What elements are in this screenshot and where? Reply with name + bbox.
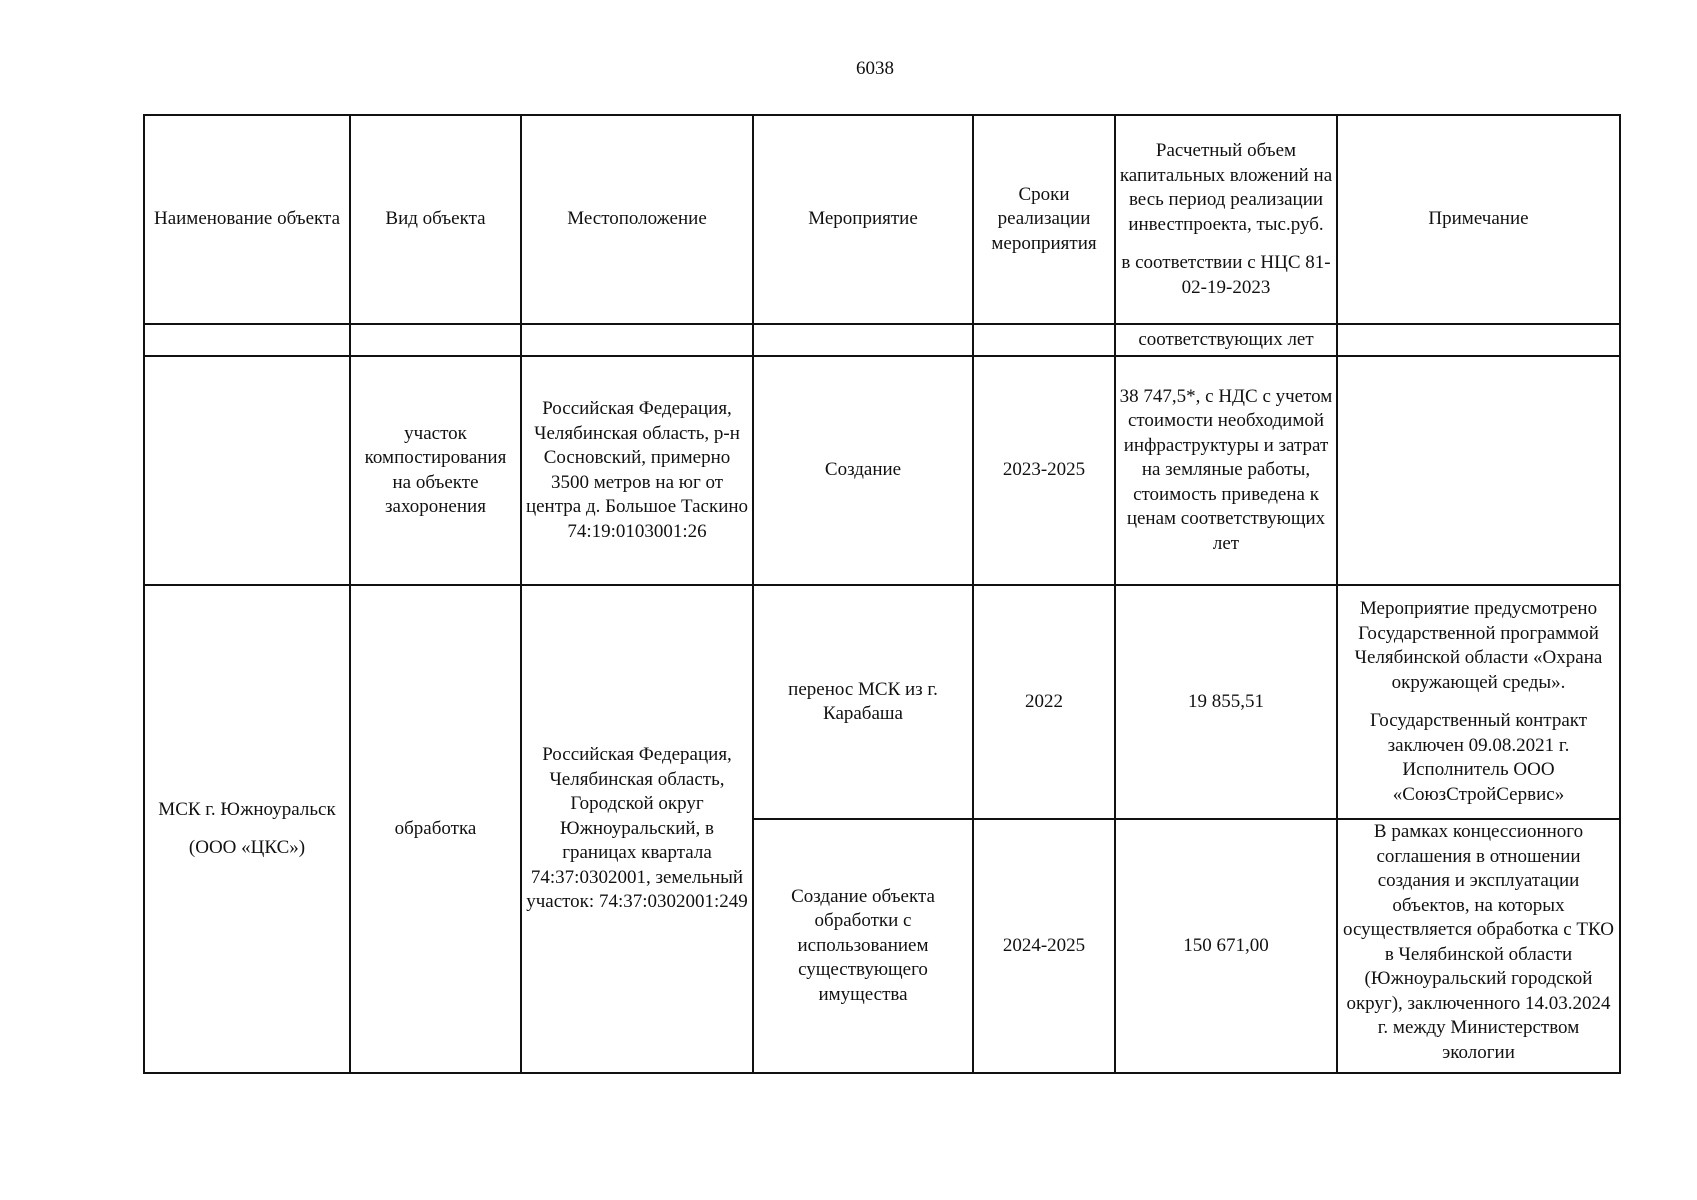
header-measure: Мероприятие [753,115,973,324]
row-terms: 2022 [973,585,1115,819]
group-name [144,585,350,1073]
row-terms: 2024-2025 [973,819,1115,1073]
group-type: обработка [350,585,521,1073]
table-row [144,585,1620,819]
row-volume: 19 855,51 [1115,585,1337,819]
note-paragraph: Государственный контракт заключен 09.08.2021 г. Исполнитель ООО «СоюзСтройСервис» [1369,710,1588,805]
row-measure: перенос МСК из г. Карабаша [753,585,973,819]
continuation-row [144,324,1620,356]
row-note [1337,585,1620,819]
header-name: Наименование объекта [144,115,350,324]
group-name-line2: (ООО «ЦКС») [188,837,306,858]
row-type: участок компостирования на объекте захоронения [350,356,521,585]
table-header-row [144,115,1620,324]
row-measure: Создание объекта обработки с использованием существующего имущества [753,819,973,1073]
row-volume: 38 747,5*, с НДС с учетом стоимости необходимой инфраструктуры и затрат на земляные работы, стоимость приведена к ценам соответствующих лет [1115,356,1337,585]
row-terms: 2023-2025 [973,356,1115,585]
header-terms: Сроки реализации мероприятия [973,115,1115,324]
header-type: Вид объекта [350,115,521,324]
group-name-line1: МСК г. Южноуральск [158,798,336,820]
row-name [144,356,350,585]
table-row [144,356,1620,585]
header-volume-norm: в соответствии с НЦС 81-02-19-2023 [1121,252,1331,298]
note-paragraph: Мероприятие предусмотрено Государственной программой Челябинской области «Охрана окружающей среды». [1354,598,1603,693]
investment-table [143,114,1621,1074]
row-location: Российская Федерация, Челябинская область, р-н Сосновский, примерно 3500 метров на юг от центра д. Большое Таскино 74:19:0103001:26 [521,356,753,585]
row-volume: 150 671,00 [1115,819,1337,1073]
continuation-volume: соответствующих лет [1115,324,1337,356]
row-measure: Создание [753,356,973,585]
page-number: 6038 [856,58,894,79]
header-location: Местоположение [521,115,753,324]
group-location: Российская Федерация, Челябинская область, Городской округ Южноуральский, в границах квартала 74:37:0302001, земельный участок: 74:37:0302001:249 [521,585,753,1073]
row-note [1337,819,1620,1073]
row-note [1337,356,1620,585]
header-note: Примечание [1337,115,1620,324]
header-volume-main: Расчетный объем капитальных вложений на весь период реализации инвестпроекта, тыс.руб. [1119,140,1333,235]
header-volume [1115,115,1337,324]
note-paragraph: В рамках концессионного соглашения в отношении создания и эксплуатации объектов, на которых осуществляется обработка с ТКО в Челябинской области (Южноуральский городской округ), заключенного 14.03.2024 г. между Министерством экологии [1343,821,1614,1063]
